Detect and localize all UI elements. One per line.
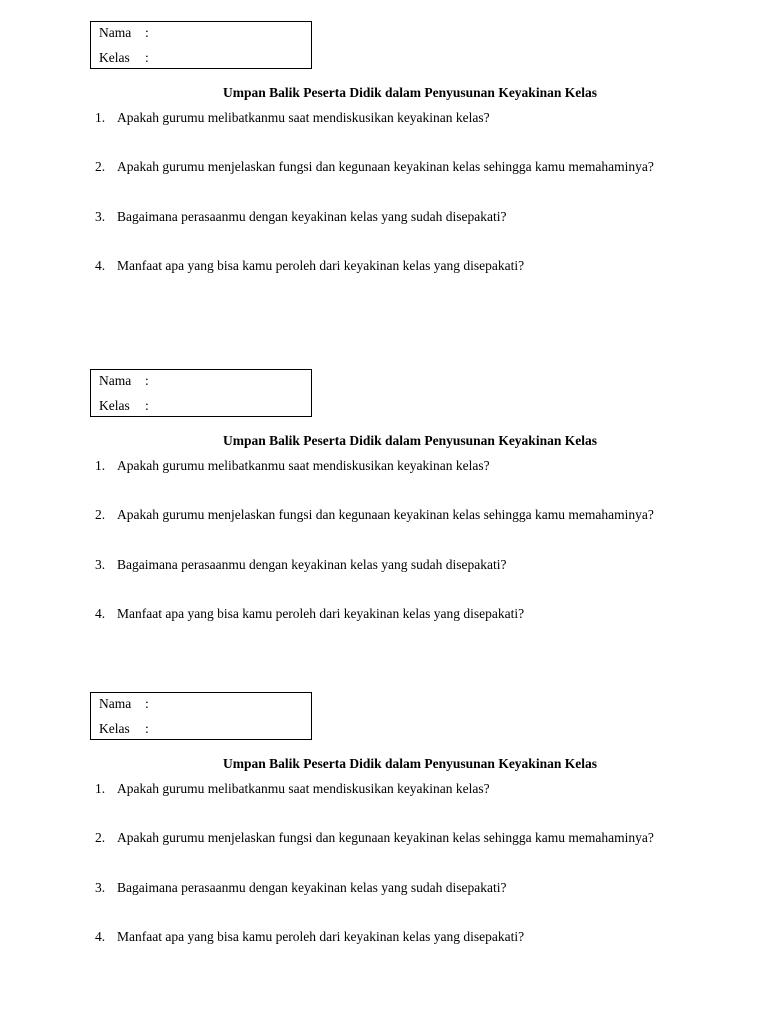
class-colon: : bbox=[145, 398, 149, 413]
class-label: Kelas bbox=[99, 398, 130, 413]
question-number: 2. bbox=[95, 830, 106, 845]
name-label: Nama bbox=[99, 373, 132, 388]
name-field[interactable] bbox=[99, 373, 149, 389]
question-text: Bagaimana perasaanmu dengan keyakinan kelas yang sudah disepakati? bbox=[117, 880, 507, 895]
name-label: Nama bbox=[99, 696, 132, 711]
question-number: 2. bbox=[95, 159, 106, 174]
name-colon: : bbox=[145, 25, 149, 40]
form-title: Umpan Balik Peserta Didik dalam Penyusunan Keyakinan Kelas bbox=[223, 756, 597, 771]
question-text: Apakah gurumu melibatkanmu saat mendiskusikan keyakinan kelas? bbox=[117, 458, 490, 473]
name-label: Nama bbox=[99, 25, 132, 40]
identity-box bbox=[90, 369, 312, 417]
question-number: 3. bbox=[95, 557, 106, 572]
question-text: Apakah gurumu melibatkanmu saat mendiskusikan keyakinan kelas? bbox=[117, 110, 490, 125]
question-text: Bagaimana perasaanmu dengan keyakinan kelas yang sudah disepakati? bbox=[117, 557, 507, 572]
class-field[interactable] bbox=[99, 50, 149, 66]
question-1 bbox=[95, 781, 490, 797]
form-title: Umpan Balik Peserta Didik dalam Penyusunan Keyakinan Kelas bbox=[223, 85, 597, 100]
question-2 bbox=[95, 507, 654, 523]
question-2 bbox=[95, 830, 654, 846]
question-text: Apakah gurumu menjelaskan fungsi dan kegunaan keyakinan kelas sehingga kamu memahaminya? bbox=[117, 830, 654, 845]
question-4 bbox=[95, 606, 524, 622]
class-field[interactable] bbox=[99, 398, 149, 414]
question-text: Apakah gurumu melibatkanmu saat mendiskusikan keyakinan kelas? bbox=[117, 781, 490, 796]
class-colon: : bbox=[145, 721, 149, 736]
identity-box bbox=[90, 692, 312, 740]
question-1 bbox=[95, 458, 490, 474]
class-colon: : bbox=[145, 50, 149, 65]
name-colon: : bbox=[145, 696, 149, 711]
question-text: Apakah gurumu menjelaskan fungsi dan kegunaan keyakinan kelas sehingga kamu memahaminya? bbox=[117, 159, 654, 174]
class-label: Kelas bbox=[99, 50, 130, 65]
question-3 bbox=[95, 880, 506, 896]
question-number: 1. bbox=[95, 110, 106, 125]
question-text: Manfaat apa yang bisa kamu peroleh dari keyakinan kelas yang disepakati? bbox=[117, 606, 525, 621]
question-3 bbox=[95, 557, 506, 573]
question-number: 1. bbox=[95, 458, 106, 473]
question-text: Apakah gurumu menjelaskan fungsi dan kegunaan keyakinan kelas sehingga kamu memahaminya? bbox=[117, 507, 654, 522]
form-title: Umpan Balik Peserta Didik dalam Penyusunan Keyakinan Kelas bbox=[223, 433, 597, 448]
class-field[interactable] bbox=[99, 721, 149, 737]
question-number: 3. bbox=[95, 209, 106, 224]
question-3 bbox=[95, 209, 506, 225]
question-number: 4. bbox=[95, 929, 106, 944]
question-text: Manfaat apa yang bisa kamu peroleh dari keyakinan kelas yang disepakati? bbox=[117, 929, 525, 944]
question-number: 2. bbox=[95, 507, 106, 522]
class-label: Kelas bbox=[99, 721, 130, 736]
name-colon: : bbox=[145, 373, 149, 388]
identity-box bbox=[90, 21, 312, 69]
question-number: 3. bbox=[95, 880, 106, 895]
question-4 bbox=[95, 258, 524, 274]
question-1 bbox=[95, 110, 490, 126]
question-2 bbox=[95, 159, 654, 175]
question-number: 4. bbox=[95, 606, 106, 621]
question-text: Manfaat apa yang bisa kamu peroleh dari keyakinan kelas yang disepakati? bbox=[117, 258, 525, 273]
question-number: 1. bbox=[95, 781, 106, 796]
question-4 bbox=[95, 929, 524, 945]
question-text: Bagaimana perasaanmu dengan keyakinan kelas yang sudah disepakati? bbox=[117, 209, 507, 224]
name-field[interactable] bbox=[99, 25, 149, 41]
name-field[interactable] bbox=[99, 696, 149, 712]
question-number: 4. bbox=[95, 258, 106, 273]
